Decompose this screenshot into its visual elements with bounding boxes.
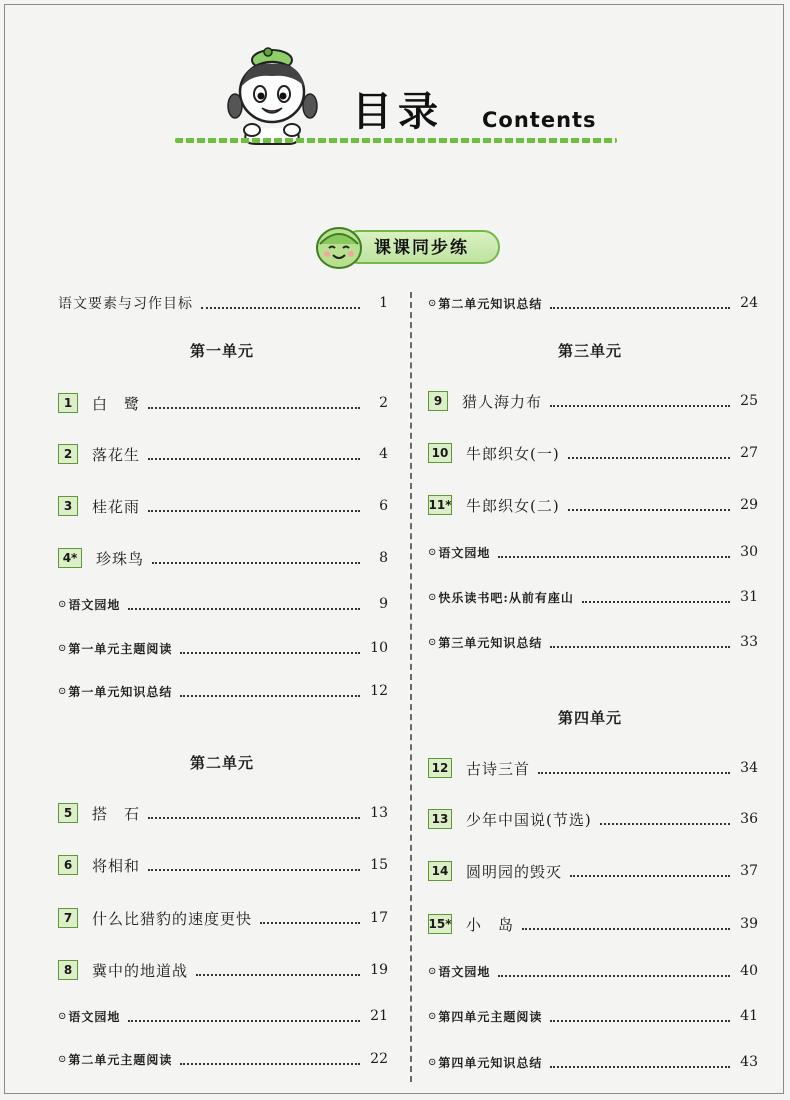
lesson-number: 14 [428, 861, 452, 881]
extra-yuwenyuandi-1[interactable] [58, 591, 388, 617]
lesson-number: 4* [58, 548, 82, 568]
lesson-title: 小 岛 [466, 915, 515, 934]
leader-dots [260, 912, 360, 924]
leader-dots [201, 297, 360, 309]
leader-dots [550, 297, 730, 309]
circle-dot-icon: ⊙ [58, 685, 67, 697]
entry-page: 31 [740, 589, 758, 605]
leader-dots [148, 859, 360, 871]
entry-page: 27 [740, 445, 758, 461]
entry-page: 22 [370, 1051, 388, 1067]
girl-mascot-icon [222, 44, 322, 146]
circle-dot-icon: ⊙ [428, 297, 437, 309]
leader-dots [148, 397, 360, 409]
lesson-9[interactable] [428, 388, 758, 414]
lesson-title: 白 鹭 [92, 394, 141, 413]
entry-page: 40 [740, 963, 758, 979]
column-divider [410, 292, 412, 1082]
entry-page: 36 [740, 811, 758, 827]
title-underline [175, 138, 617, 143]
entry-title: 第二单元主题阅读 [68, 1052, 173, 1067]
leader-dots [148, 807, 360, 819]
entry-page: 24 [740, 295, 758, 311]
entry-page: 9 [379, 596, 388, 612]
extra-summary-4[interactable] [428, 1049, 758, 1075]
entry-page: 17 [370, 910, 388, 926]
extra-yuwenyuandi-4[interactable] [428, 958, 758, 984]
page-title-english: Contents [482, 108, 597, 132]
extra-yuwenyuandi-2[interactable] [58, 1003, 388, 1029]
circle-dot-icon: ⊙ [428, 1056, 437, 1068]
entry-page: 6 [379, 498, 388, 514]
entry-page: 15 [370, 857, 388, 873]
circle-dot-icon: ⊙ [428, 591, 437, 603]
badge-label: 课课同步练 [374, 238, 469, 258]
leader-dots [152, 552, 360, 564]
leader-dots [600, 813, 730, 825]
lesson-14[interactable] [428, 858, 758, 884]
unit-heading-1: 第一单元 [190, 342, 255, 360]
smiley-ball-icon [312, 220, 366, 272]
leader-dots [196, 964, 360, 976]
entry-page: 19 [370, 962, 388, 978]
lesson-title: 牛郎织女(二) [466, 496, 560, 515]
lesson-8[interactable] [58, 957, 388, 983]
leader-dots [522, 918, 730, 930]
leader-dots [128, 1010, 360, 1022]
entry-title: 语文园地 [68, 1009, 121, 1024]
lesson-5[interactable] [58, 800, 388, 826]
lesson-title: 古诗三首 [466, 759, 531, 778]
extra-summary-3[interactable] [428, 629, 758, 655]
leader-dots [568, 447, 730, 459]
lesson-title: 搭 石 [92, 804, 141, 823]
entry-page: 39 [740, 916, 758, 932]
unit-heading-2: 第二单元 [190, 754, 255, 772]
lesson-title: 牛郎织女(一) [466, 444, 560, 463]
extra-summary-1[interactable] [58, 678, 388, 704]
leader-dots [148, 448, 360, 460]
entry-title: 语文园地 [68, 597, 121, 612]
lesson-title: 珍珠鸟 [96, 549, 145, 568]
lesson-number: 11* [428, 495, 452, 515]
lesson-7[interactable] [58, 905, 388, 931]
lesson-number: 12 [428, 758, 452, 778]
lesson-title: 将相和 [92, 856, 141, 875]
lesson-6[interactable] [58, 852, 388, 878]
lesson-number: 10 [428, 443, 452, 463]
entry-page: 43 [740, 1054, 758, 1070]
circle-dot-icon: ⊙ [58, 1053, 67, 1065]
lesson-title: 落花生 [92, 445, 141, 464]
circle-dot-icon: ⊙ [428, 965, 437, 977]
leader-dots [498, 546, 730, 558]
circle-dot-icon: ⊙ [428, 636, 437, 648]
entry-page: 41 [740, 1008, 758, 1024]
leader-dots [568, 499, 730, 511]
extra-reading-2[interactable] [58, 1046, 388, 1072]
extra-kuaile-dushuba[interactable] [428, 584, 758, 610]
lesson-number: 6 [58, 855, 78, 875]
entry-page: 29 [740, 497, 758, 513]
leader-dots [570, 865, 730, 877]
leader-dots [550, 636, 730, 648]
lesson-number: 15* [428, 914, 452, 934]
header [0, 0, 790, 160]
circle-dot-icon: ⊙ [428, 1010, 437, 1022]
leader-dots [550, 1010, 730, 1022]
entry-title: 第四单元主题阅读 [438, 1009, 543, 1024]
entry-page: 30 [740, 544, 758, 560]
entry-title: 第三单元知识总结 [438, 635, 543, 650]
circle-dot-icon: ⊙ [58, 1010, 67, 1022]
entry-page: 34 [740, 760, 758, 776]
extra-reading-1[interactable] [58, 635, 388, 661]
leader-dots [180, 1053, 360, 1065]
entry-page: 13 [370, 805, 388, 821]
lesson-number: 2 [58, 444, 78, 464]
page-title: 目录 [352, 89, 444, 135]
entry-title: 第一单元主题阅读 [68, 641, 173, 656]
extra-yuwenyuandi-3[interactable] [428, 539, 758, 565]
extra-summary-2[interactable] [428, 290, 758, 316]
leader-dots [550, 1056, 730, 1068]
toc-entry-intro[interactable] [58, 290, 388, 316]
leader-dots [538, 762, 730, 774]
entry-page: 12 [370, 683, 388, 699]
entry-page: 33 [740, 634, 758, 650]
lesson-title: 桂花雨 [92, 497, 141, 516]
lesson-number: 1 [58, 393, 78, 413]
leader-dots [582, 591, 730, 603]
entry-title: 快乐读书吧:从前有座山 [438, 590, 574, 605]
entry-title: 语文园地 [438, 964, 491, 979]
entry-page: 4 [379, 446, 388, 462]
entry-title: 语文要素与习作目标 [58, 296, 193, 312]
leader-dots [498, 965, 730, 977]
lesson-number: 5 [58, 803, 78, 823]
lesson-2[interactable] [58, 441, 388, 467]
lesson-number: 8 [58, 960, 78, 980]
entry-page: 8 [379, 550, 388, 566]
lesson-3[interactable] [58, 493, 388, 519]
lesson-11[interactable] [428, 492, 758, 518]
lesson-number: 3 [58, 496, 78, 516]
extra-reading-4[interactable] [428, 1003, 758, 1029]
lesson-title: 冀中的地道战 [92, 961, 189, 980]
entry-title: 第二单元知识总结 [438, 296, 543, 311]
entry-title: 语文园地 [438, 545, 491, 560]
lesson-number: 9 [428, 391, 448, 411]
lesson-title: 猎人海力布 [462, 392, 543, 411]
lesson-12[interactable] [428, 755, 758, 781]
entry-page: 2 [379, 395, 388, 411]
lesson-15[interactable] [428, 911, 758, 937]
lesson-13[interactable] [428, 806, 758, 832]
unit-heading-3: 第三单元 [558, 342, 623, 360]
circle-dot-icon: ⊙ [428, 546, 437, 558]
leader-dots [180, 685, 360, 697]
circle-dot-icon: ⊙ [58, 642, 67, 654]
entry-page: 10 [370, 640, 388, 656]
entry-title: 第四单元知识总结 [438, 1055, 543, 1070]
lesson-4[interactable] [58, 545, 388, 571]
entry-page: 1 [379, 295, 388, 311]
unit-heading-4: 第四单元 [558, 709, 623, 727]
leader-dots [128, 598, 360, 610]
entry-page: 37 [740, 863, 758, 879]
entry-title: 第一单元知识总结 [68, 684, 173, 699]
circle-dot-icon: ⊙ [58, 598, 67, 610]
entry-page: 21 [370, 1008, 388, 1024]
leader-dots [550, 395, 730, 407]
lesson-number: 13 [428, 809, 452, 829]
lesson-title: 什么比猎豹的速度更快 [92, 909, 253, 928]
lesson-title: 少年中国说(节选) [466, 810, 592, 829]
lesson-1[interactable] [58, 390, 388, 416]
leader-dots [148, 500, 360, 512]
lesson-10[interactable] [428, 440, 758, 466]
lesson-number: 7 [58, 908, 78, 928]
entry-page: 25 [740, 393, 758, 409]
lesson-title: 圆明园的毁灭 [466, 862, 563, 881]
leader-dots [180, 642, 360, 654]
section-badge [312, 220, 502, 272]
